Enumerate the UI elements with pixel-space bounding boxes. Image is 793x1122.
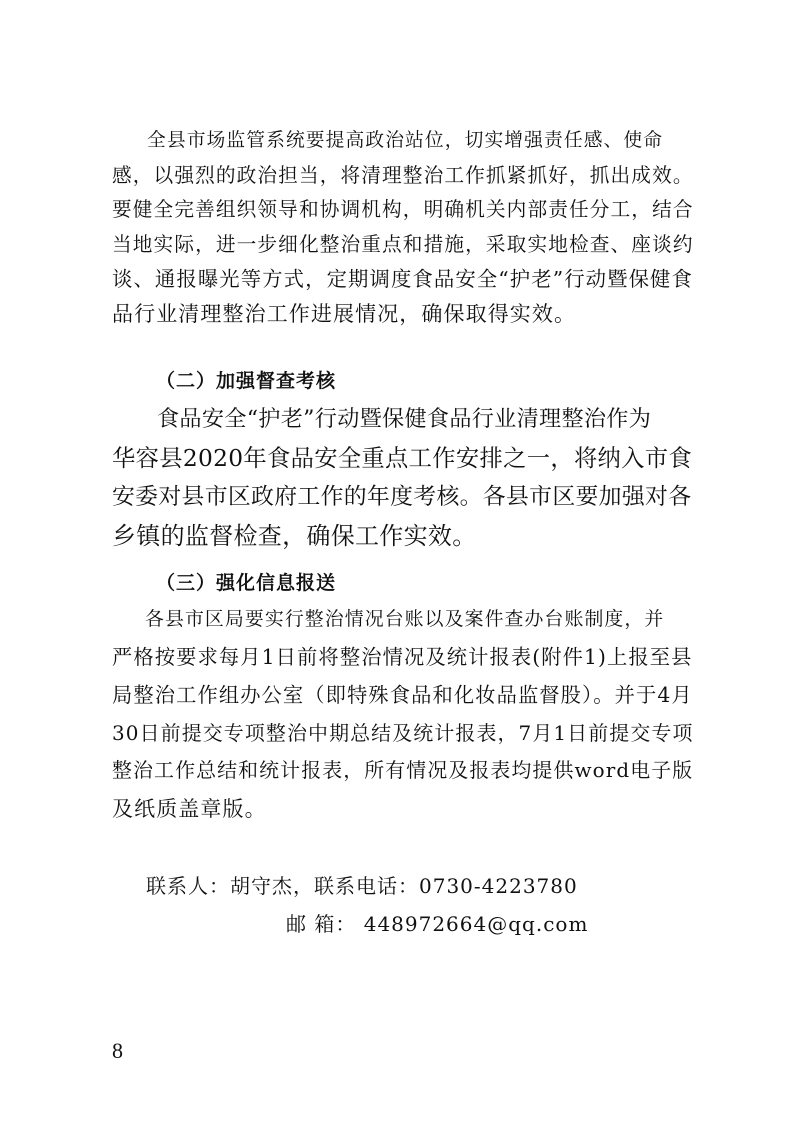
text-line: 当地实际，进一步细化整治重点和措施，采取实地检查、座谈约 xyxy=(112,232,694,256)
text-line: 整治工作总结和统计报表，所有情况及报表均提供word电子版 xyxy=(112,759,694,782)
text-line: 及纸质盖章版。 xyxy=(112,797,267,821)
paragraph-organization-leadership xyxy=(112,124,692,331)
text-line: 乡镇的监督检查，确保工作实效。 xyxy=(112,522,477,550)
text-line: 品行业清理整治工作进展情况，确保取得实效。 xyxy=(112,301,577,326)
section-heading-reporting: （三）强化信息报送 xyxy=(156,572,337,594)
section-heading-supervision: （二）加强督查考核 xyxy=(156,370,337,392)
paragraph-reporting xyxy=(112,600,692,828)
text-line: 谈、通报曝光等方式，定期调度食品安全“护老”行动暨保健食 xyxy=(112,267,693,291)
text-line: 要健全完善组织领导和协调机构，明确机关内部责任分工，结合 xyxy=(112,198,694,221)
text-line: 局整治工作组办公室（即特殊食品和化妆品监督股）。并于4月 xyxy=(112,683,693,707)
text-line: 安委对县市区政府工作的年度考核。各县市区要加强对各 xyxy=(112,484,692,510)
text-line: 全县市场监管系统要提高政治站位，切实增强责任感、使命 xyxy=(147,130,664,151)
contact-email: 邮 箱： 448972664@qq.com xyxy=(286,912,589,936)
text-line: 华容县2020年食品安全重点工作安排之一，将纳入市食 xyxy=(112,445,693,472)
text-line: 各县市区局要实行整治情况台账以及案件查办台账制度，并 xyxy=(145,608,665,630)
text-line: 食品安全“护老”行动暨保健食品行业清理整治作为 xyxy=(157,406,652,432)
page-number: 8 xyxy=(112,1038,123,1063)
text-line: 感，以强烈的政治担当，将清理整治工作抓紧抓好，抓出成效。 xyxy=(112,163,694,187)
contact-person-phone: 联系人：胡守杰，联系电话：0730-4223780 xyxy=(146,874,578,898)
text-line: 严格按要求每月1日前将整治情况及统计报表(附件1)上报至县 xyxy=(112,645,693,669)
paragraph-supervision xyxy=(112,400,692,556)
text-line: 30日前提交专项整治中期总结及统计报表，7月1日前提交专项 xyxy=(112,721,694,745)
